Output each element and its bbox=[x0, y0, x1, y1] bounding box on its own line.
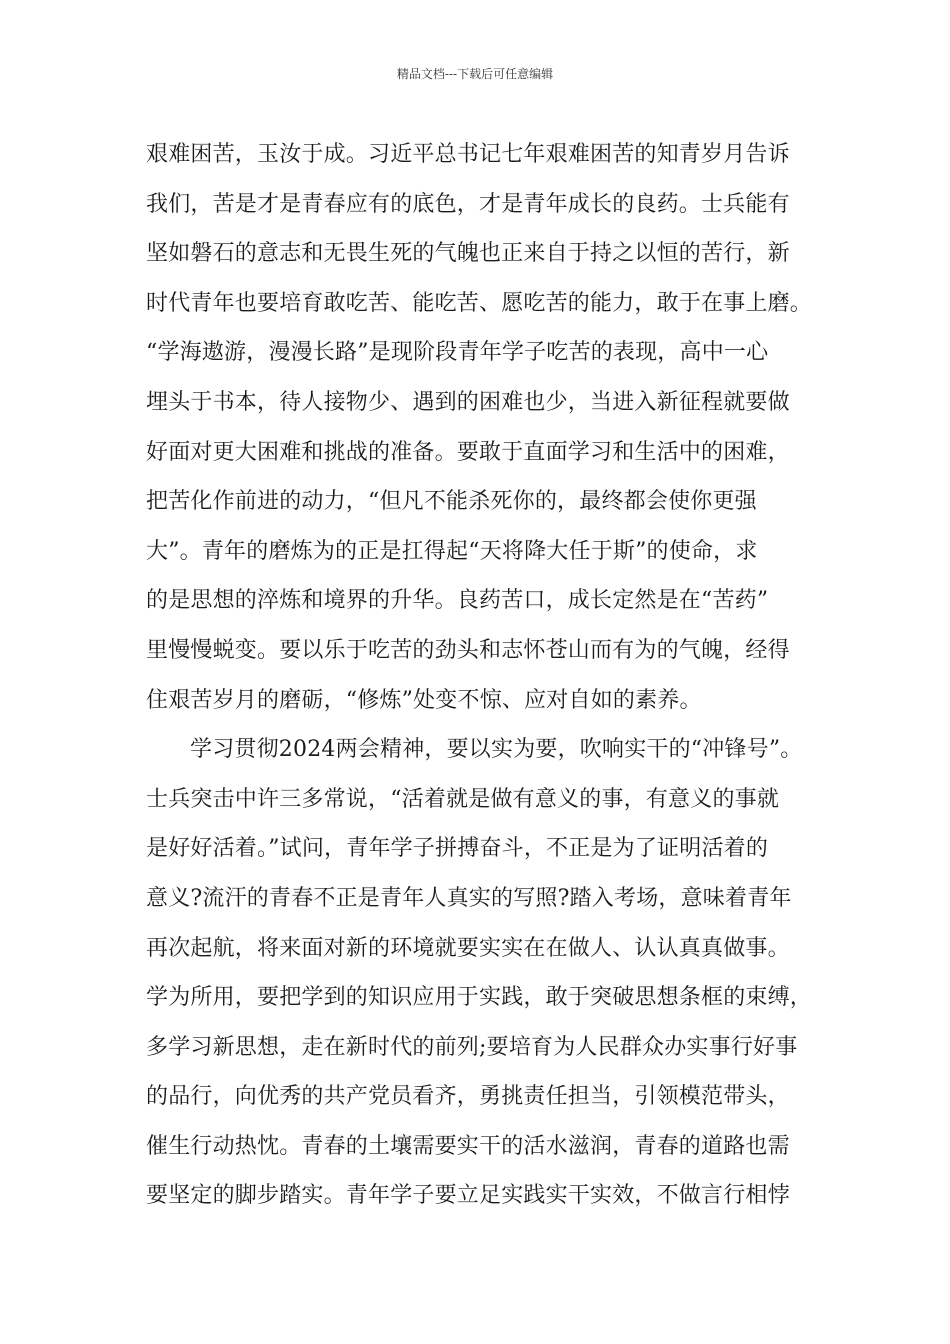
page-header: 精品文档---下载后可任意编辑 bbox=[396, 67, 554, 81]
paragraph-1-line-12: 住艰苦岁月的磨砺，“修炼”处变不惊、应对自如的素养。 bbox=[146, 687, 702, 713]
paragraph-2-line-4: 意义?流汗的青春不正是青年人真实的写照?踏入考场，意味着青年 bbox=[146, 885, 792, 911]
document-body bbox=[146, 130, 816, 1221]
paragraph-1-line-10: 的是思想的淬炼和境界的升华。良药苦口，成长定然是在“苦药” bbox=[146, 588, 769, 614]
paragraph-1-line-7: 好面对更大困难和挑战的准备。要敢于直面学习和生活中的困难， bbox=[146, 439, 790, 465]
paragraph-1-line-11: 里慢慢蜕变。要以乐于吃苦的劲头和志怀苍山而有为的气魄，经得 bbox=[146, 637, 790, 663]
paragraph-1-line-6: 埋头于书本，待人接物少、遇到的困难也少，当进入新征程就要做 bbox=[146, 389, 790, 415]
paragraph-2-line-8: 的品行，向优秀的共产党员看齐，勇挑责任担当，引领模范带头， bbox=[146, 1084, 790, 1110]
paragraph-1-line-4: 时代青年也要培育敢吃苦、能吃苦、愿吃苦的能力，敢于在事上磨。 bbox=[146, 290, 813, 316]
paragraph-1-line-2: 我们，苦是才是青春应有的底色，才是青年成长的良药。士兵能有 bbox=[146, 191, 790, 217]
paragraph-1-line-5: “学海遨游，漫漫长路”是现阶段青年学子吃苦的表现，高中一心 bbox=[146, 340, 769, 366]
paragraph-2-line-3: 是好好活着。”试问，青年学子拼搏奋斗，不正是为了证明活着的 bbox=[146, 836, 769, 862]
paragraph-1-line-9: 大”。青年的磨炼为的正是扛得起“天将降大任于斯”的使命，求 bbox=[146, 538, 758, 564]
paragraph-2-line-1: 学习贯彻2024两会精神，要以实为要，吹响实干的“冲锋号”。 bbox=[190, 737, 803, 763]
paragraph-1-line-1: 艰难困苦，玉汝于成。习近平总书记七年艰难困苦的知青岁月告诉 bbox=[146, 142, 790, 167]
paragraph-2-line-6: 学为所用，要把学到的知识应用于实践，敢于突破思想条框的束缚， bbox=[146, 985, 813, 1011]
paragraph-2-line-10: 要坚定的脚步踏实。青年学子要立足实践实干实效，不做言行相悖 bbox=[146, 1183, 790, 1209]
paragraph-2-line-2: 士兵突击中许三多常说，“活着就是做有意义的事，有意义的事就 bbox=[146, 786, 780, 812]
paragraph-2-line-5: 再次起航，将来面对新的环境就要实实在在做人、认认真真做事。 bbox=[146, 935, 790, 961]
paragraph-2-line-9: 催生行动热忱。青春的土壤需要实干的活水滋润，青春的道路也需 bbox=[146, 1133, 790, 1159]
paragraph-2-line-7: 多学习新思想，走在新时代的前列;要培育为人民群众办实事行好事 bbox=[146, 1034, 798, 1060]
paragraph-1-line-8: 把苦化作前进的动力，“但凡不能杀死你的，最终都会使你更强 bbox=[146, 489, 757, 515]
paragraph-1-line-3: 坚如磐石的意志和无畏生死的气魄也正来自于持之以恒的苦行，新 bbox=[146, 241, 790, 267]
